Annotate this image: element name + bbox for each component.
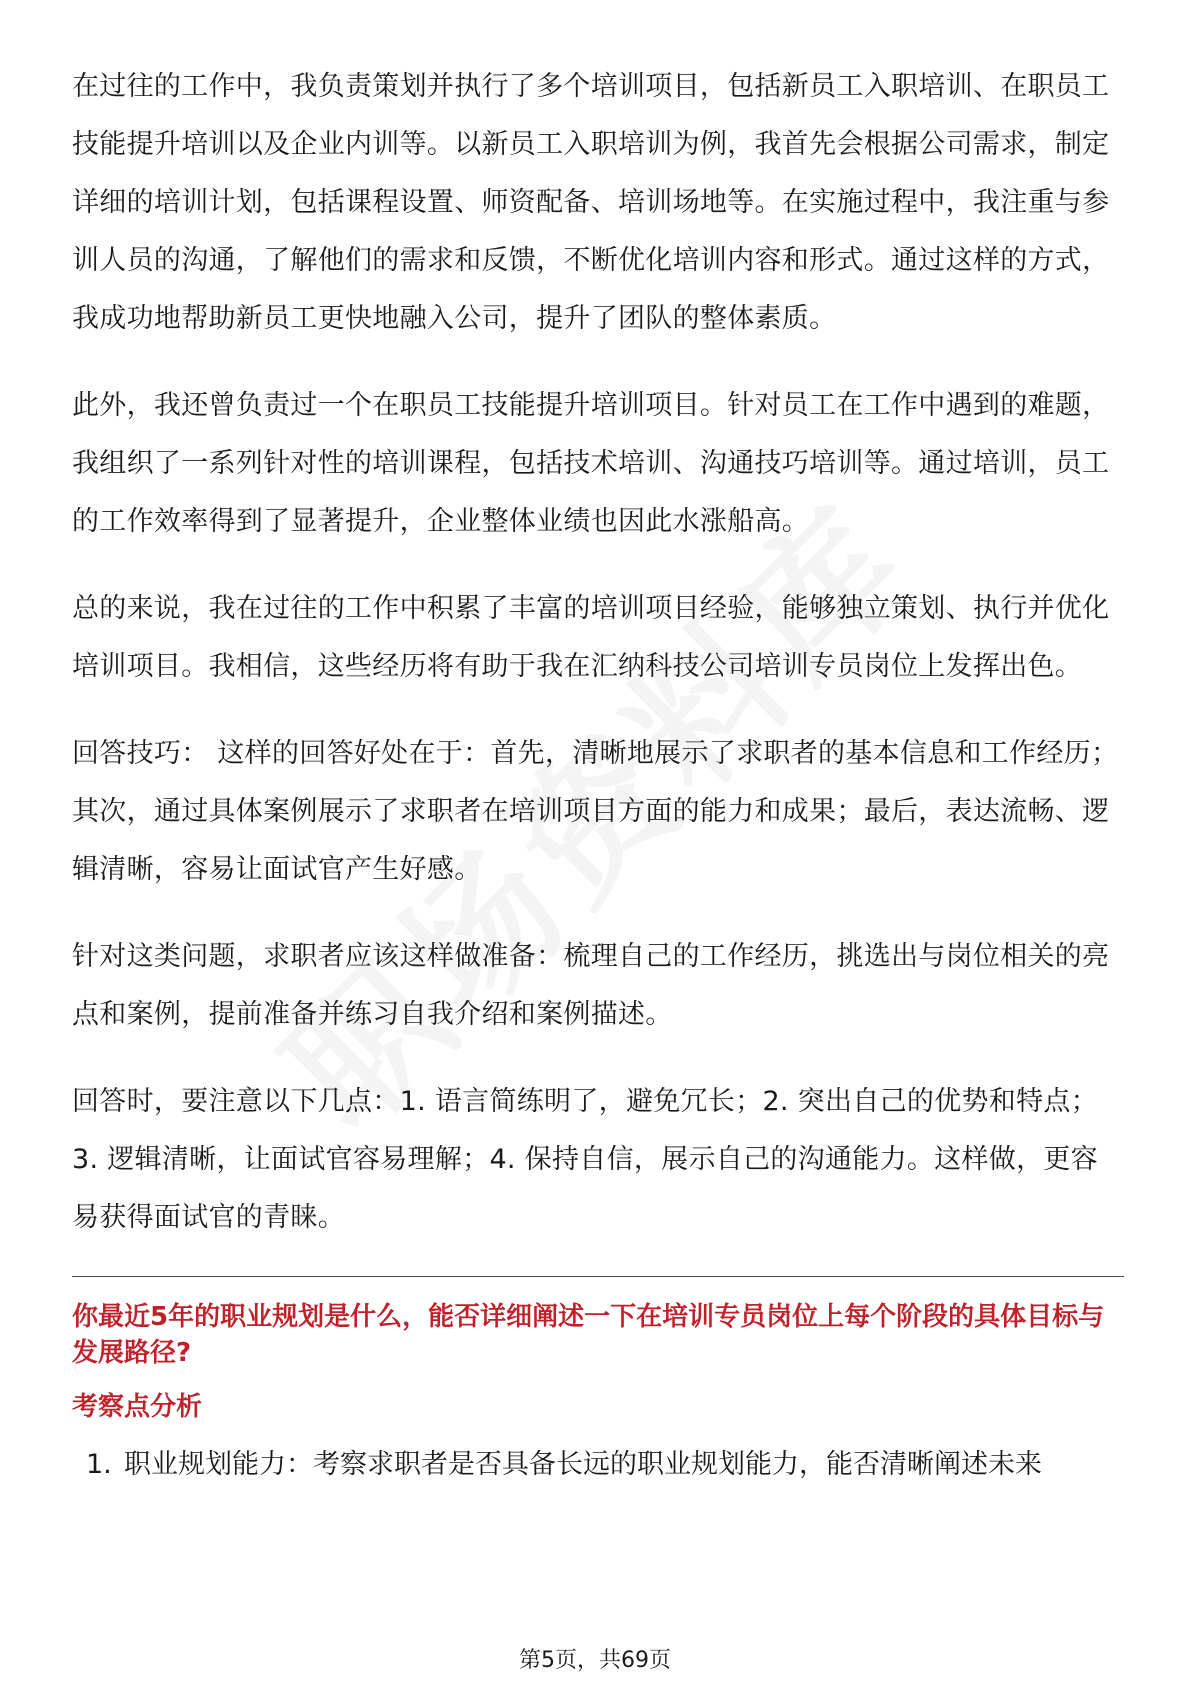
paragraph-preparation: 针对这类问题，求职者应该这样做准备：梳理自己的工作经历，挑选出与岗位相关的亮点和案例，提前准备并练习自我介绍和案例描述。 [72,941,1110,1030]
paragraph-answer-tips: 回答技巧： 这样的回答好处在于：首先，清晰地展示了求职者的基本信息和工作经历；其次，通过具体案例展示了求职者在培训项目方面的能力和成果；最后，表达流畅、逻辑清晰，容易让面试官产生好感。 [72,738,1119,885]
list-item-number: 1. [86,1449,112,1480]
question-heading: 你最近5年的职业规划是什么，能否详细阐述一下在培训专员岗位上每个阶段的具体目标与发展路径? [72,1302,1105,1368]
list-item [72,1445,1124,1485]
paragraph-summary: 总的来说，我在过往的工作中积累了丰富的培训项目经验，能够独立策划、执行并优化培训项目。我相信，这些经历将有助于我在汇纳科技公司培训专员岗位上发挥出色。 [72,593,1110,682]
section-title: 考察点分析 [72,1392,203,1422]
page-footer: 第5页，共69页 [519,1648,671,1673]
document-page [72,58,1124,1485]
section-divider [72,1276,1124,1277]
analysis-list [72,1445,1124,1485]
list-item-text: 职业规划能力：考察求职者是否具备长远的职业规划能力，能否清晰阐述未来 [124,1449,1042,1480]
paragraph-skills-training: 此外，我还曾负责过一个在职员工技能提升培训项目。针对员工在工作中遇到的难题，我组织了一系列针对性的培训课程，包括技术培训、沟通技巧培训等。通过培训，员工的工作效率得到了显著提升，企业整体业绩也因此水涨船高。 [72,390,1110,537]
paragraph-answer-notes: 回答时，要注意以下几点：1. 语言简练明了，避免冗长；2. 突出自己的优势和特点；3. 逻辑清晰，让面试官容易理解；4. 保持自信，展示自己的沟通能力。这样做，更容易获得面试官的青睐。 [72,1086,1098,1233]
paragraph-experience: 在过往的工作中，我负责策划并执行了多个培训项目，包括新员工入职培训、在职员工技能提升培训以及企业内训等。以新员工入职培训为例，我首先会根据公司需求，制定详细的培训计划，包括课程设置、师资配备、培训场地等。在实施过程中，我注重与参训人员的沟通，了解他们的需求和反馈，不断优化培训内容和形式。通过这样的方式，我成功地帮助新员工更快地融入公司，提升了团队的整体素质。 [72,71,1110,334]
